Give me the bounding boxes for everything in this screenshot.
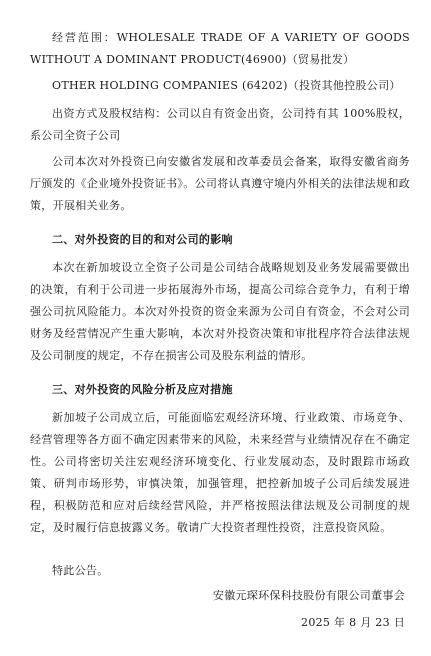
section-heading-risk: 三、对外投资的风险分析及应对措施 — [52, 383, 233, 396]
signature-date: 2025 年 8 月 23 日 — [301, 616, 405, 629]
closing-paragraph: 特此公告。 — [52, 564, 109, 577]
risk-paragraph: 新加坡子公司成立后，可能面临宏观经济环境、行业政策、市场竞争、经营管理等各方面不确定因素带来的风险，未来经营与业绩情况存在不确定性。公司将密切关注宏观经济环境变化、行业发展动态，及时跟踪市场政策、研判市场形势，审慎决策，加强管理，把控新加坡子公司后续发展进程，积极防范和应对后续经营风险，并严格按照法律法规及公司制度的规定，及时履行信息披露义务。敬请广大投资者理性投资，注意投资风险。 — [30, 411, 410, 534]
signature-company: 安徽元琛环保科技股份有限公司董事会 — [212, 589, 405, 602]
filing-paragraph: 公司本次对外投资已向安徽省发展和改革委员会备案，取得安徽省商务厅颁发的《企业境外投资证书》。公司将认真遵守境内外相关的法律法规和政策，开展相关业务。 — [30, 155, 410, 212]
purpose-paragraph: 本次在新加坡设立全资子公司是公司结合战略规划及业务发展需要做出的决策，有利于公司进一步拓展海外市场，提高公司综合竞争力，有利于增强公司抗风险能力。本次对外投资的资金来源为公司自有资金，不会对公司财务及经营情况产生重大影响，本次对外投资决策和审批程序符合法律法规及公司制度的规定，不存在损害公司及股东利益的情形。 — [30, 261, 410, 362]
holding-companies-paragraph: OTHER HOLDING COMPANIES (64202)（投资其他控股公司） — [52, 79, 401, 92]
business-scope-paragraph: 经营范围：WHOLESALE TRADE OF A VARIETY OF GOODS WITHOUT A DOMINANT PRODUCT(46900)（贸易批发） — [30, 31, 410, 66]
capital-structure-paragraph: 出资方式及股权结构：公司以自有资金出资，公司持有其 100%股权，系公司全资子公司 — [30, 107, 410, 142]
section-heading-purpose: 二、对外投资的目的和对公司的影响 — [52, 233, 233, 246]
